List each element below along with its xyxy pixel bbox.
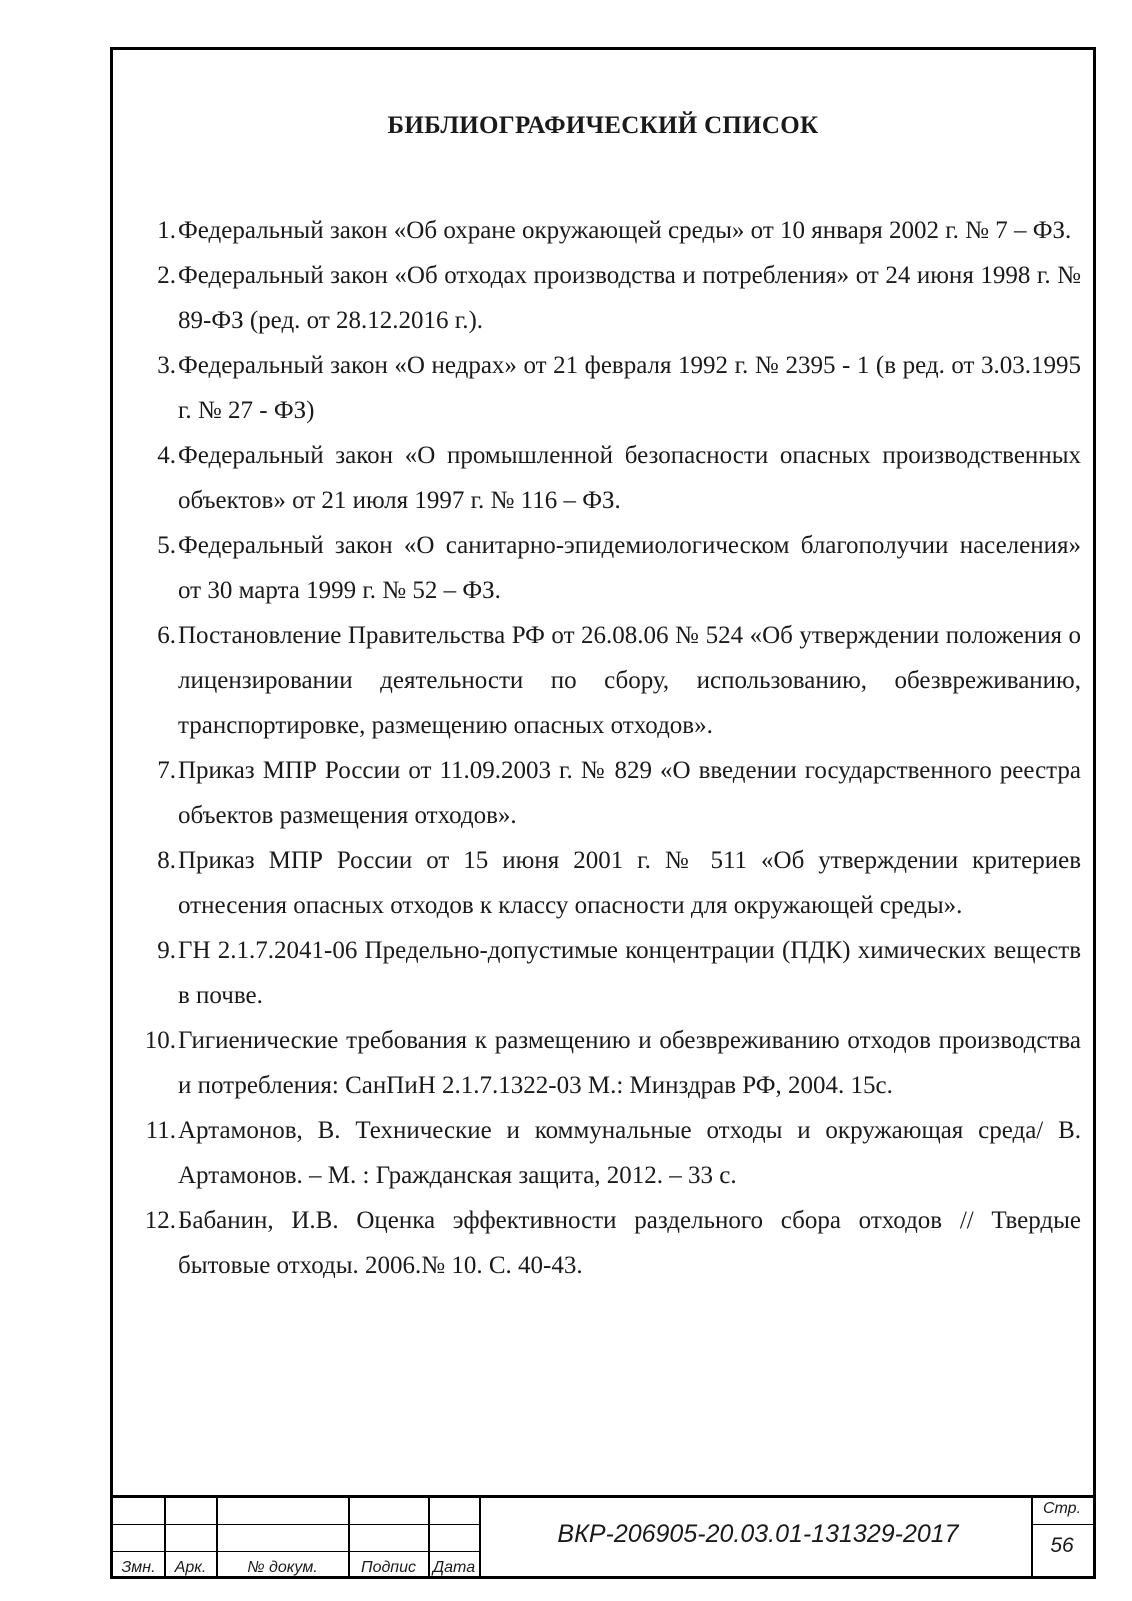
reference-item: [135, 928, 1081, 1018]
reference-number: 9.: [157, 937, 176, 964]
reference-item: [135, 1108, 1081, 1198]
reference-text: Федеральный закон «О недрах» от 21 февраля 1992 г. № 2395 - 1 (в ред. от 3.03.1995 г. № 27 - ФЗ): [178, 352, 1081, 424]
document-code: ВКР-206905-20.03.01-131329-2017: [557, 1520, 959, 1548]
stamp-label-ark: Арк.: [174, 1559, 207, 1576]
bibliography-list: [135, 208, 1081, 1288]
stamp-row-line: [1031, 1524, 1093, 1525]
reference-item: [135, 343, 1081, 433]
reference-number: 6.: [157, 622, 176, 649]
reference-item: [135, 613, 1081, 748]
reference-number: 4.: [157, 442, 176, 469]
stamp-row-line: [113, 1551, 480, 1552]
page-frame: [110, 47, 1096, 1579]
reference-number: 3.: [157, 352, 176, 379]
page-number: 56: [1050, 1534, 1074, 1557]
reference-text: Гигиенические требования к размещению и обезвреживанию отходов производства и потребления: СанПиН 2.1.7.1322-03 М.: Минздрав РФ, 2004. 15с.: [178, 1027, 1081, 1099]
reference-number: 1.: [157, 217, 176, 244]
reference-item: [135, 523, 1081, 613]
reference-item: [135, 253, 1081, 343]
page-label: Стр.: [1042, 1500, 1082, 1517]
stamp-row-line: [113, 1524, 480, 1525]
reference-text: Федеральный закон «О промышленной безопасности опасных производственных объектов» от 21 июля 1997 г. № 116 – ФЗ.: [178, 442, 1081, 514]
stamp-label-zmn: Змн.: [121, 1559, 156, 1576]
reference-text: Бабанин, И.В. Оценка эффективности раздельного сбора отходов // Твердые бытовые отходы. 2006.№ 10. С. 40-43.: [178, 1207, 1081, 1279]
reference-number: 11.: [145, 1117, 176, 1144]
reference-text: Федеральный закон «О санитарно-эпидемиологическом благополучии населения» от 30 марта 1999 г. № 52 – ФЗ.: [178, 532, 1081, 604]
reference-item: [135, 838, 1081, 928]
page-title: БИБЛИОГРАФИЧЕСКИЙ СПИСОК: [387, 112, 819, 139]
reference-item: [135, 1198, 1081, 1288]
reference-number: 12.: [144, 1207, 176, 1234]
stamp-label-sign: Подпис: [360, 1559, 417, 1576]
stamp-label-doc: № докум.: [247, 1559, 318, 1576]
reference-number: 2.: [157, 262, 176, 289]
reference-number: 7.: [157, 757, 176, 784]
reference-item: [135, 208, 1081, 253]
reference-text: Приказ МПР России от 11.09.2003 г. № 829 «О введении государственного реестра объектов размещения отходов».: [178, 757, 1081, 829]
reference-text: Артамонов, В. Технические и коммунальные отходы и окружающая среда/ В. Артамонов. – М. : Гражданская защита, 2012. – 33 с.: [178, 1117, 1081, 1189]
reference-text: Постановление Правительства РФ от 26.08.06 № 524 «Об утверждении положения о лицензировании деятельности по сбору, использованию, обезвреживанию, транспортировке, размещению опасных отходов».: [178, 622, 1081, 739]
reference-item: [135, 1018, 1081, 1108]
reference-number: 5.: [157, 532, 176, 559]
reference-text: ГН 2.1.7.2041-06 Предельно-допустимые концентрации (ПДК) химических веществ в почве.: [178, 937, 1081, 1009]
reference-number: 10.: [144, 1027, 176, 1054]
reference-item: [135, 433, 1081, 523]
stamp-divider: [479, 1498, 481, 1579]
stamp-label-date: Дата: [432, 1559, 476, 1576]
reference-number: 8.: [157, 847, 176, 874]
reference-text: Федеральный закон «Об охране окружающей среды» от 10 января 2002 г. № 7 – ФЗ.: [178, 217, 1072, 244]
reference-text: Приказ МПР России от 15 июня 2001 г. № 511 «Об утверждении критериев отнесения опасных отходов к классу опасности для окружающей среды».: [178, 847, 1081, 919]
reference-text: Федеральный закон «Об отходах производства и потребления» от 24 июня 1998 г. № 89-ФЗ (ред. от 28.12.2016 г.).: [178, 262, 1081, 334]
reference-item: [135, 748, 1081, 838]
title-block-stamp: [113, 1495, 1093, 1579]
